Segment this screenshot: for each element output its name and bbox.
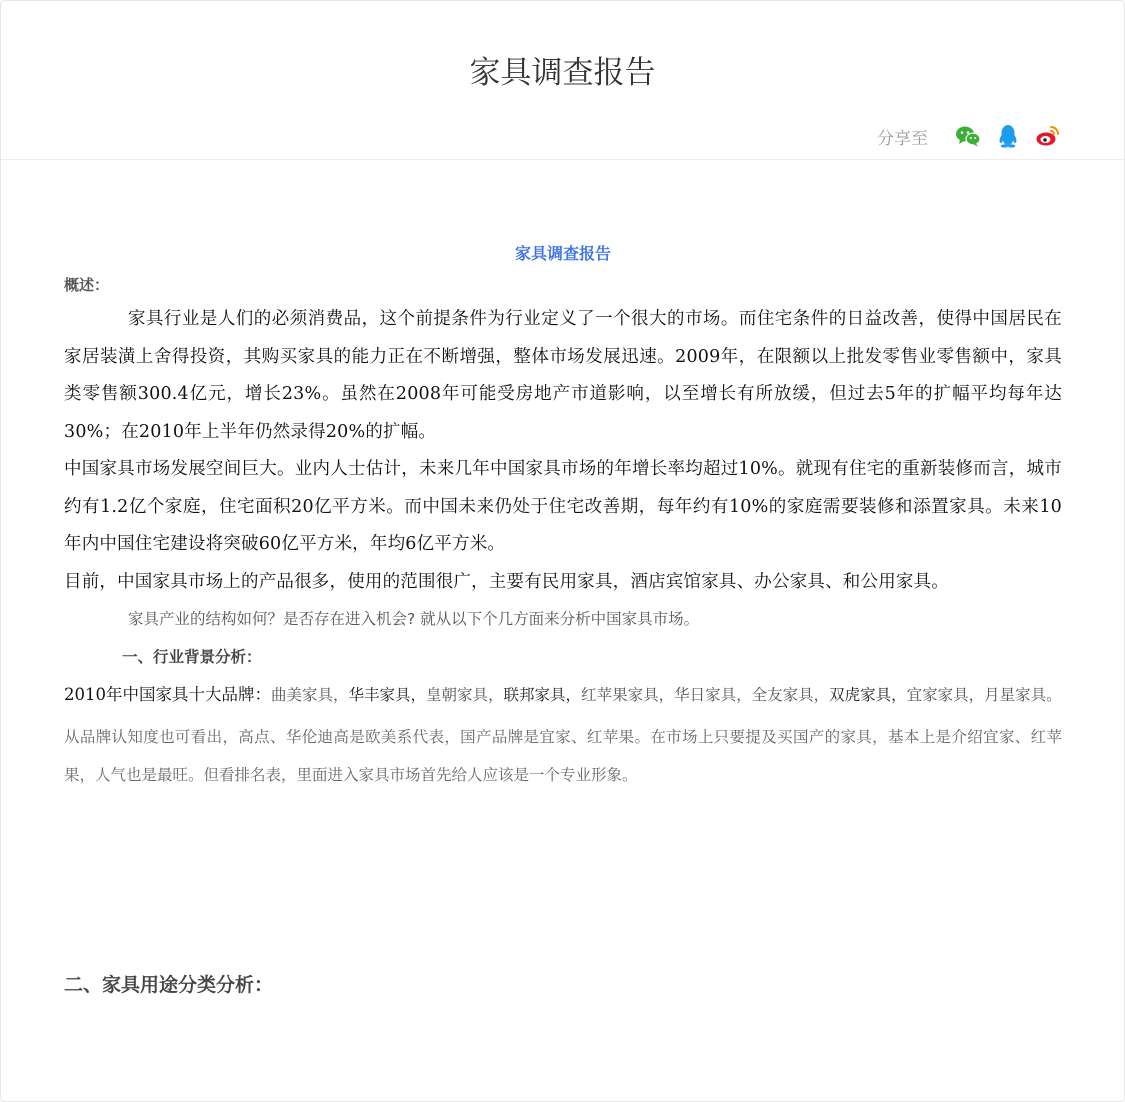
wechat-icon[interactable] — [954, 122, 982, 150]
share-bar — [877, 121, 1062, 151]
overview-label: 概述： — [64, 276, 110, 294]
brand-text: 华丰家具， — [348, 686, 427, 704]
brand-text: 双虎家具， — [829, 686, 907, 704]
subheading-industry-background: 一、行业背景分析： — [122, 648, 262, 666]
paragraph-growth: 中国家具市场发展空间巨大。业内人士估计，未来几年中国家具市场的年增长率均超过10%。就现有住宅的重新装修而言，城市约有1.2亿个家庭，住宅面积20亿平方米。而中国未来仍处于住宅改善期，每年约有10%的家庭需要装修和添置家具。未来10年内中国住宅建设将突破60亿平方米，年均6亿平方米。 — [64, 459, 1062, 554]
brand-text: 联邦家具， — [503, 686, 582, 704]
weibo-icon[interactable] — [1034, 122, 1062, 150]
article-body — [64, 239, 1062, 794]
section-heading-usage: 二、家具用途分类分析： — [64, 974, 274, 996]
paragraph-brands — [64, 676, 1062, 714]
brand-text: 红苹果家具，华日家具，全友家具， — [581, 686, 830, 704]
share-label: 分享至 — [877, 128, 928, 149]
brand-text: 宜家家具，月星家具。 — [906, 686, 1062, 704]
paragraph-brand-analysis: 从品牌认知度也可看出，高点、华伦迪高是欧美系代表，国产品牌是宜家、红苹果。在市场上只要提及买国产的家具，基本上是介绍宜家、红苹果，人气也是最旺。但看排名表，里面进入家具市场首先给人应该是一个专业形象。 — [64, 728, 1062, 784]
paragraph-question: 家具产业的结构如何？是否存在进入机会? 就从以下个几方面来分析中国家具市场。 — [128, 610, 700, 628]
paragraph-products: 目前，中国家具市场上的产品很多，使用的范围很广，主要有民用家具，酒店宾馆家具、办公家具、和公用家具。 — [64, 571, 949, 592]
brand-text: 曲美家具， — [271, 686, 349, 704]
brands-label: 2010年中国家具十大品牌： — [64, 685, 271, 704]
brand-text: 皇朝家具， — [426, 686, 504, 704]
article-header — [1, 1, 1124, 160]
paragraph-market: 家具行业是人们的必须消费品，这个前提条件为行业定义了一个很大的市场。而住宅条件的日益改善，使得中国居民在家居装潢上舍得投资，其购买家具的能力正在不断增强，整体市场发展迅速。2009年，在限额以上批发零售业零售额中，家具类零售额300.4亿元，增长23%。虽然在2008年可能受房地产市道影响，以至增长有所放缓，但过去5年的扩幅平均每年达30%；在2010年上半年仍然录得20%的扩幅。 — [64, 309, 1062, 442]
doc-title: 家具调查报告 — [514, 244, 611, 263]
qq-icon[interactable] — [994, 122, 1022, 150]
page-title: 家具调查报告 — [469, 55, 656, 91]
